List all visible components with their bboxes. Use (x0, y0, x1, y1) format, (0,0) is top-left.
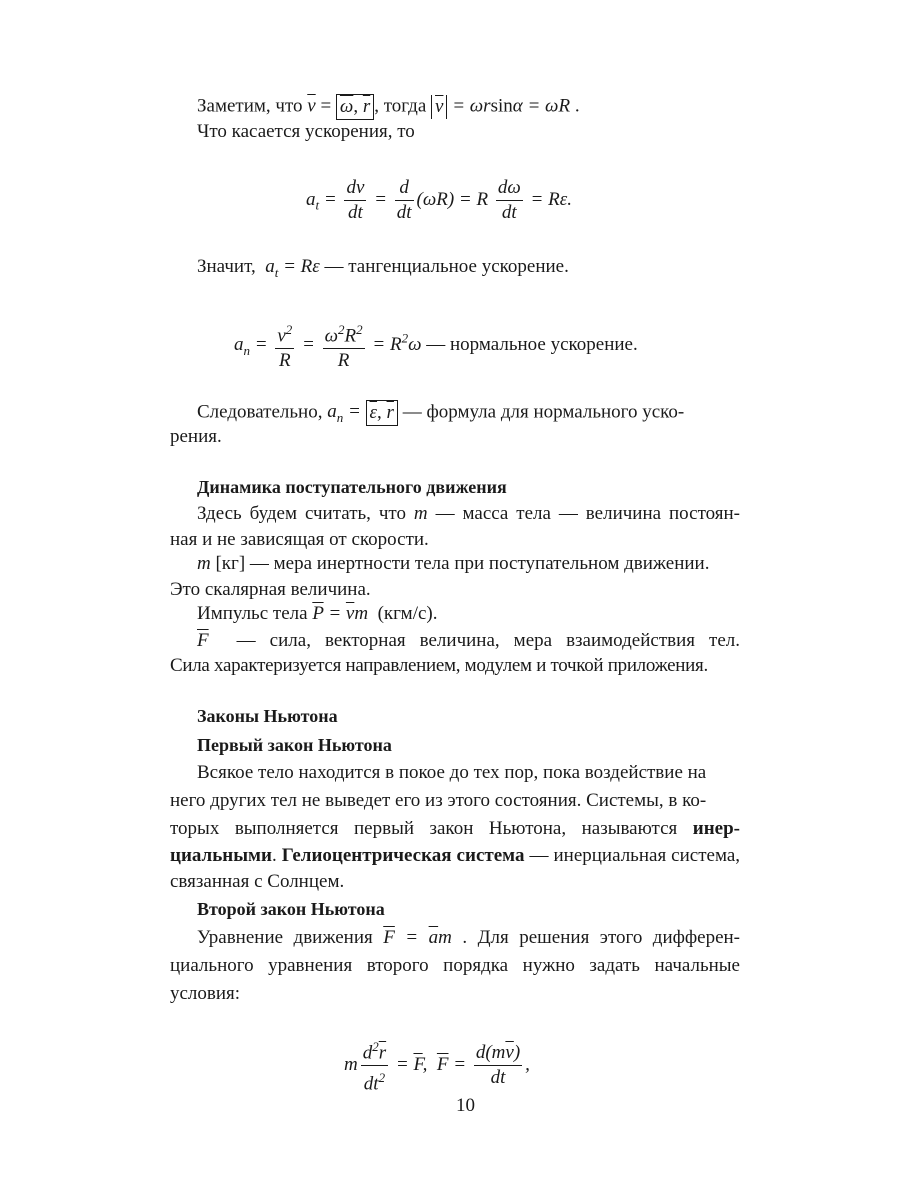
formula: $\overline{P} = \overline{v}m$ (312, 603, 369, 624)
paragraph-line: условия: (170, 983, 241, 1004)
line-5-cont: рения. (170, 426, 222, 447)
paragraph-line (197, 630, 740, 652)
paragraph-line: Всякое тело находится в покое до тех пор, пока воздействие на (197, 762, 707, 783)
text: Уравнение движения (197, 927, 373, 948)
paragraph-line (197, 927, 740, 949)
paragraph-line: Сила характеризуется направлением, модулем и точкой приложения. (170, 655, 708, 676)
subsection-heading: Второй закон Ньютона (197, 899, 385, 919)
formula: $a_t = R\varepsilon$ (260, 256, 320, 280)
paragraph-line: ная и не зависящая от скорости. (170, 529, 429, 550)
section-heading: Динамика поступательного движения (197, 477, 507, 497)
paragraph-line: связанная с Солнцем. (170, 871, 345, 892)
line-5 (197, 400, 684, 426)
line-2: Что касается ускорения, то (197, 121, 415, 142)
text: — сила, векторная величина, мера взаимодействия тел. (236, 630, 741, 651)
text: , тогда (374, 95, 427, 117)
text: — инерциальная система, (529, 845, 741, 866)
page-number: 10 (456, 1095, 475, 1116)
formula-tangential-acceleration: $a_t$ = $\frac{dv}{dt}$ = $\frac{d}{dt}$ (ωR) = R $\frac{d\omega}{dt}$ = Rε. (306, 177, 572, 223)
paragraph-line: него других тел не выведет его из этого состояния. Системы, в ко- (170, 790, 707, 811)
text: — тангенциальное ускорение. (324, 256, 569, 277)
text: (кгм/с). (377, 603, 438, 624)
formula: $\overline{F}$ (197, 630, 209, 651)
formula: $a_n$ = (327, 401, 361, 426)
text: — формула для нормального уско- (402, 401, 685, 423)
paragraph-line: Это скалярная величина. (170, 579, 371, 600)
formula: $\overline{v}$ (307, 95, 316, 117)
formula: = ωr (452, 95, 491, 117)
paragraph-line (170, 818, 740, 840)
subsection-heading: Первый закон Ньютона (197, 735, 392, 755)
text: циальными (170, 845, 272, 866)
formula: $\overline{F} = \overline{a}m$ (383, 927, 452, 948)
line-1: Заметим, что $\overline{v} = \overline{\omega}$, $\overline{r}$ , тогда $\overline{v} = \omega rsin\alpha = \omega R$ . (197, 94, 580, 120)
text: Заметим, что (197, 95, 303, 117)
text: торых выполняется первый закон Ньютона, называются (170, 818, 678, 839)
text: — масса тела — величина постоян- (435, 503, 741, 524)
text: Следовательно, (197, 401, 323, 423)
line-3 (197, 256, 569, 281)
text: Импульс тела (197, 603, 308, 624)
text: Здесь будем считать, что (197, 503, 406, 524)
text: . Для решения этого дифферен- (462, 927, 741, 948)
text: — нормальное ускорение. (426, 334, 638, 356)
formula: $\overline{\varepsilon}$, $\overline{r}$ (366, 400, 398, 426)
text: инер- (692, 818, 740, 839)
text: [кг] — мера инертности тела при поступательном движении. (215, 553, 710, 574)
formula: $\overline{\omega}$, $\overline{r}$ (336, 94, 374, 120)
formula-newton-second-law: m $\frac{d^2\overline{r}}{dt^2}$ = $\overline{F}$, $\overline{F}$ = $\frac{d(m\overline{v})}{dt}$ , (344, 1035, 530, 1097)
section-heading: Законы Ньютона (197, 706, 338, 726)
text: Гелиоцентрическая система (281, 845, 525, 866)
formula: m (413, 503, 428, 524)
paragraph-line (197, 553, 709, 575)
formula: $\overline{v}$ (431, 95, 447, 119)
formula: m (197, 553, 211, 574)
formula-normal-acceleration: $a_n$ = $\frac{v^2}{R}$ = $\frac{\omega^2R^2}{R}$ = $R^2\omega$ — нормальное ускорение. (234, 318, 638, 373)
paragraph-line: циальными. Гелиоцентрическая система — инерциальная система, (170, 845, 741, 866)
paragraph-line: циального уравнения второго порядка нужно задать начальные (170, 955, 740, 976)
paragraph-line (197, 503, 740, 525)
paragraph-line (197, 603, 438, 625)
text: Значит, (197, 256, 256, 277)
